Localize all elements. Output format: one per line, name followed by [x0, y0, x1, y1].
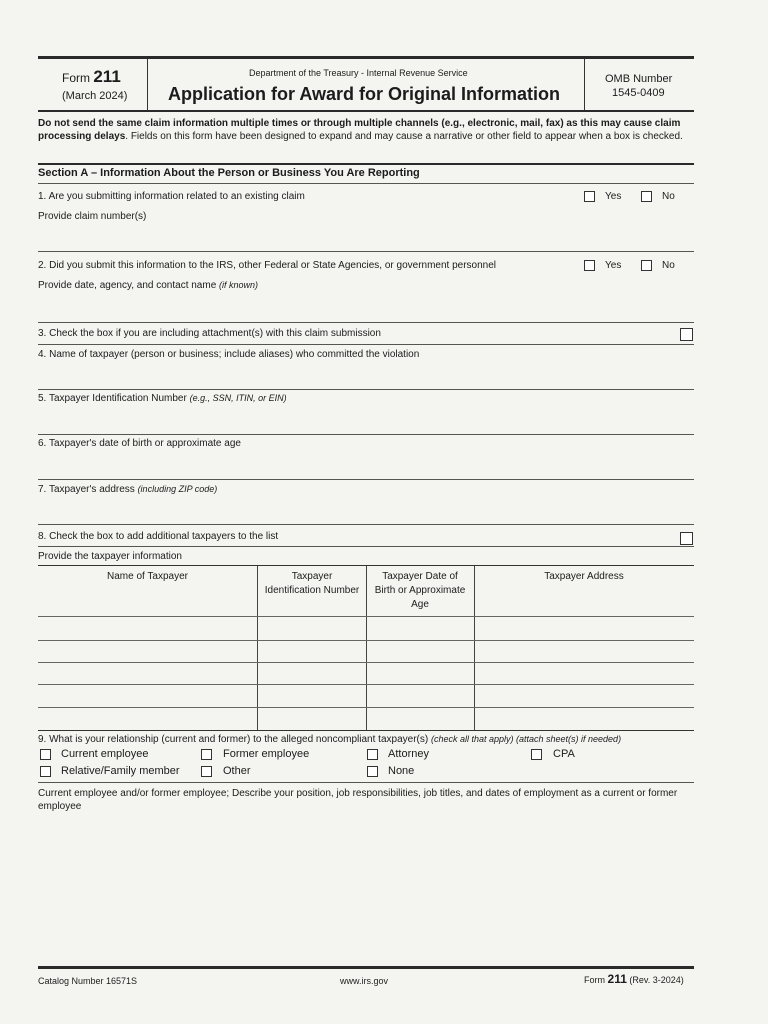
omb-label: OMB Number	[605, 73, 673, 85]
additional-taxpayers-checkbox[interactable]	[680, 532, 693, 545]
attachments-checkbox[interactable]	[680, 328, 693, 341]
notice-rest: . Fields on this form have been designed to expand and may cause a narrative or other field to appear when a box is checked.	[125, 131, 683, 142]
header-bottom-rule	[38, 110, 694, 112]
q2-no-checkbox[interactable]	[641, 260, 652, 271]
q8-sub-label: Provide the taxpayer information	[38, 551, 182, 562]
col-header-address: Taxpayer Address	[544, 571, 624, 582]
q2-yes-label: Yes	[605, 260, 622, 271]
tin-input[interactable]	[38, 413, 694, 431]
q1-label: 1. Are you submitting information related to an existing claim	[38, 191, 305, 202]
q8-label: 8. Check the box to add additional taxpayers to the list	[38, 531, 279, 542]
former-employee-label: Former employee	[223, 748, 310, 760]
current-employee-checkbox[interactable]	[40, 749, 51, 760]
form-word: Form	[62, 71, 90, 85]
q7-label: 7. Taxpayer's address (including ZIP code)	[38, 484, 218, 495]
cpa-checkbox[interactable]	[531, 749, 542, 760]
section-a-title: Section A – Information About the Person or Business You Are Reporting	[38, 167, 420, 179]
agency-contact-input[interactable]	[38, 302, 694, 320]
q2-label: 2. Did you submit this information to the IRS, other Federal or State Agencies, or government personnel	[38, 260, 497, 271]
q4-label: 4. Name of taxpayer (person or business; include aliases) who committed the violation	[38, 349, 420, 360]
none-checkbox[interactable]	[367, 766, 378, 777]
table-row[interactable]	[38, 641, 257, 662]
none-label: None	[388, 765, 415, 777]
section-a-top-rule	[38, 163, 694, 165]
notice-text	[38, 117, 694, 143]
col-header-tin: Taxpayer Identification Number	[264, 571, 360, 596]
catalog-number: Catalog Number 16571S	[38, 976, 138, 986]
irs-url[interactable]: www.irs.gov	[340, 976, 389, 986]
form-date: (March 2024)	[62, 90, 128, 102]
other-label: Other	[223, 765, 251, 777]
table-row[interactable]	[38, 708, 257, 730]
attorney-label: Attorney	[388, 748, 429, 760]
relative-checkbox[interactable]	[40, 766, 51, 777]
form-number: 211	[93, 67, 121, 86]
q9-label: 9. What is your relationship (current and former) to the alleged noncompliant taxpayer(s) (check all that apply) (attach sheet(s) if needed)	[38, 734, 622, 745]
col-header-dob: Taxpayer Date of Birth or Approximate Age	[374, 571, 466, 610]
omb-box	[584, 59, 695, 110]
current-employee-label: Current employee	[61, 748, 149, 760]
q1-claim-number-label: Provide claim number(s)	[38, 211, 147, 222]
table-row[interactable]	[38, 617, 257, 640]
employee-description-label: Current employee and/or former employee; Describe your position, job responsibilities, job titles, and dates of employment as a current or former employee	[38, 788, 678, 812]
footer-rule	[38, 966, 694, 969]
dob-input[interactable]	[38, 458, 694, 476]
form-id-box	[38, 59, 148, 110]
q1-yes-label: Yes	[605, 191, 622, 202]
q5-label: 5. Taxpayer Identification Number (e.g., SSN, ITIN, or EIN)	[38, 393, 287, 404]
former-employee-checkbox[interactable]	[201, 749, 212, 760]
section-a-title-rule	[38, 183, 694, 184]
col-header-name: Name of Taxpayer	[107, 571, 188, 582]
taxpayer-name-input[interactable]	[38, 368, 694, 386]
taxpayer-table	[38, 565, 694, 731]
q3-label: 3. Check the box if you are including attachment(s) with this claim submission	[38, 328, 381, 339]
q1-no-label: No	[662, 191, 675, 202]
address-input[interactable]	[38, 503, 694, 521]
notice-bold: Do not send the same claim information multiple times or through multiple channels (e.g., electronic, mail, fax) as this may cause claim processing delays	[38, 118, 681, 142]
q1-no-checkbox[interactable]	[641, 191, 652, 202]
agency-name: Department of the Treasury - Internal Revenue Service	[249, 68, 468, 78]
footer-form-id: Form 211 (Rev. 3-2024)	[584, 972, 684, 986]
table-row[interactable]	[38, 663, 257, 684]
q2-no-label: No	[662, 260, 675, 271]
cpa-label: CPA	[553, 748, 575, 760]
omb-number: 1545-0409	[612, 87, 665, 99]
q1-yes-checkbox[interactable]	[584, 191, 595, 202]
claim-number-input[interactable]	[38, 232, 694, 250]
form-title: Application for Award for Original Information	[168, 84, 561, 104]
relative-label: Relative/Family member	[61, 765, 180, 777]
employee-description-input[interactable]	[38, 818, 694, 958]
attorney-checkbox[interactable]	[367, 749, 378, 760]
table-row[interactable]	[38, 685, 257, 707]
q6-label: 6. Taxpayer's date of birth or approximate age	[38, 438, 241, 449]
other-checkbox[interactable]	[201, 766, 212, 777]
q2-contact-label: Provide date, agency, and contact name (if known)	[38, 280, 259, 291]
q2-yes-checkbox[interactable]	[584, 260, 595, 271]
